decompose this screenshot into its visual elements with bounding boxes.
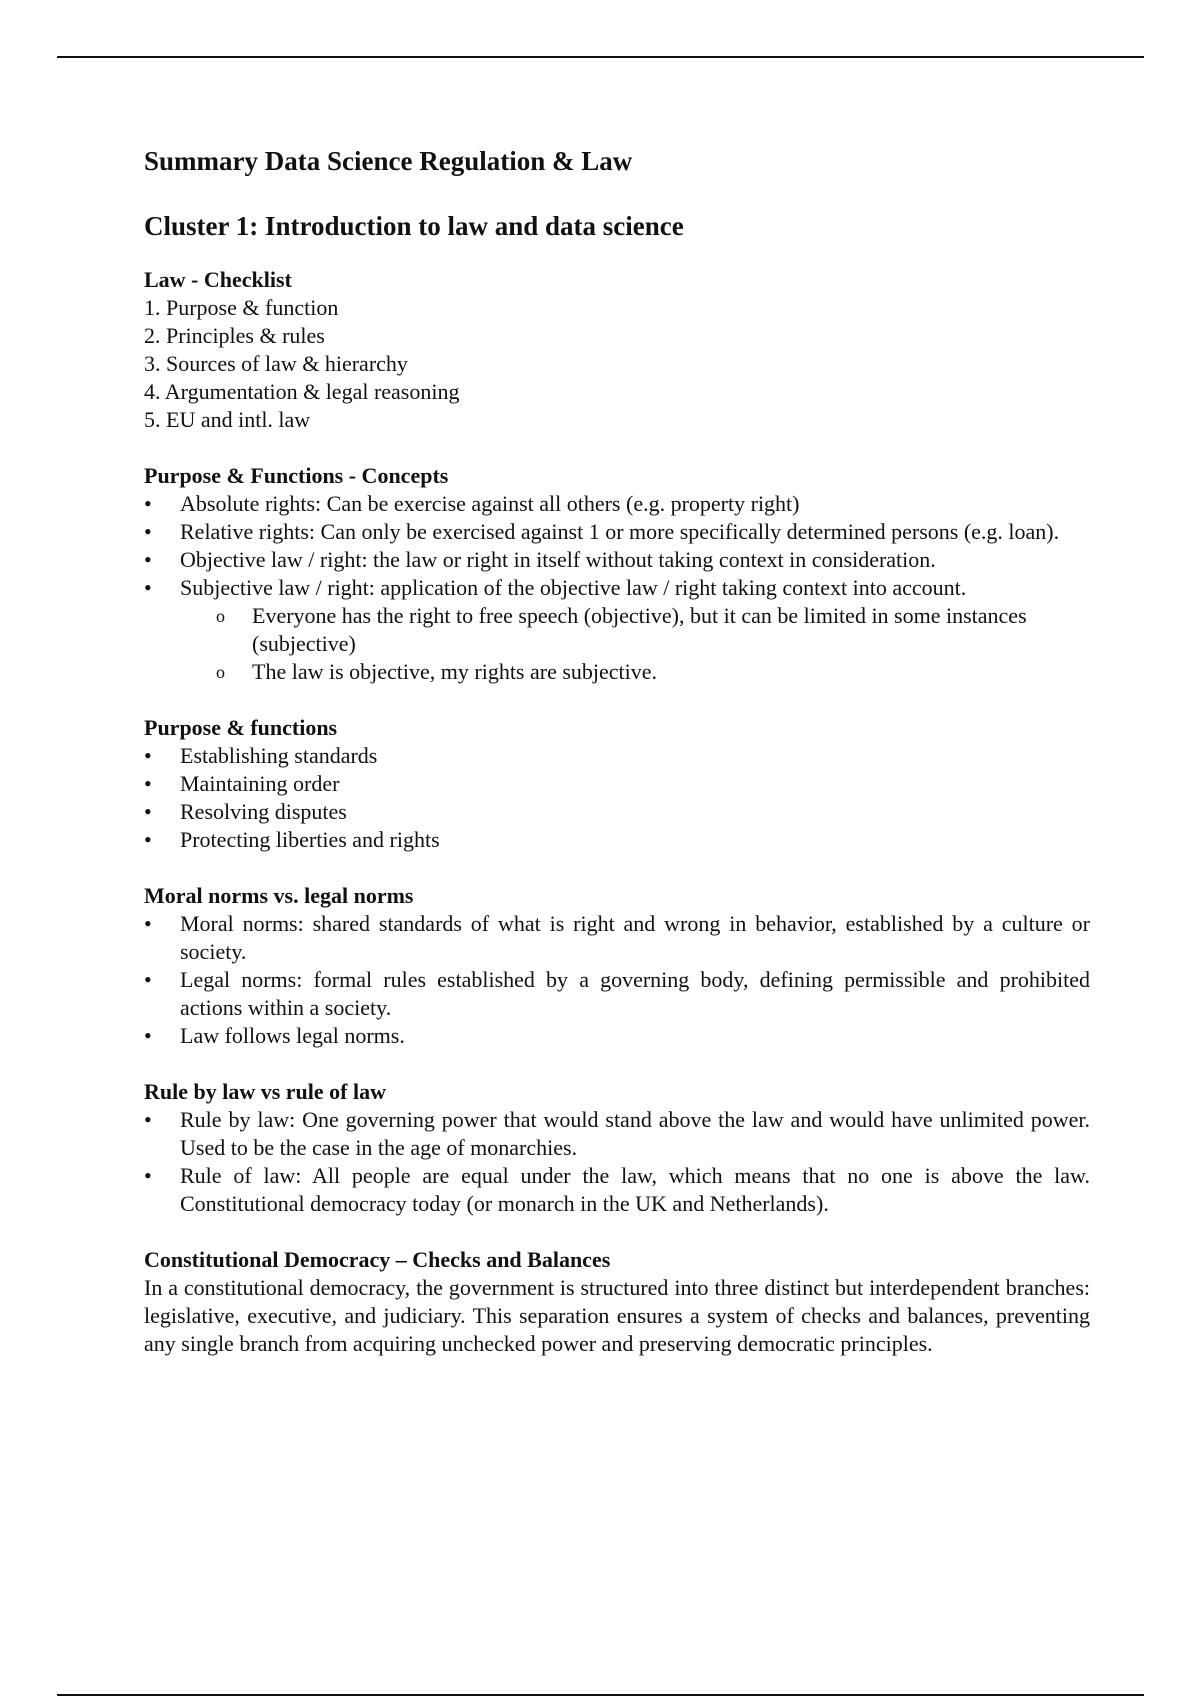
list-item: [144, 1162, 1090, 1218]
bullet-icon: •: [144, 1023, 152, 1048]
list-item: 3. Sources of law & hierarchy: [144, 351, 408, 376]
section-checklist: [144, 266, 1090, 434]
sub-list-item: [144, 602, 1090, 658]
bullet-icon: •: [144, 911, 152, 936]
cluster-title: Cluster 1: Introduction to law and data science: [144, 211, 684, 241]
list-item-text: Relative rights: Can only be exercised against 1 or more specifically determined persons (e.g. loan).: [180, 519, 1060, 544]
sub-list-item-text: Everyone has the right to free speech (objective), but it can be limited in some instances (subjective): [252, 603, 1027, 656]
document-title: Summary Data Science Regulation & Law: [144, 146, 633, 176]
list-item: [144, 490, 1090, 518]
list-item: [144, 742, 1090, 770]
list-item: 2. Principles & rules: [144, 323, 325, 348]
section-heading: Rule by law vs rule of law: [144, 1079, 386, 1104]
section-heading: Moral norms vs. legal norms: [144, 883, 414, 908]
section-norms: [144, 882, 1090, 1050]
bullet-icon: •: [144, 743, 152, 768]
section-heading: Constitutional Democracy – Checks and Balances: [144, 1247, 611, 1272]
list-item: [144, 574, 1090, 686]
sub-list-item: [144, 658, 1090, 686]
list-item: 4. Argumentation & legal reasoning: [144, 379, 460, 404]
list-item: [144, 770, 1090, 798]
list-item-text: Legal norms: formal rules established by a governing body, defining permissible and prohibited actions within a society.: [180, 967, 1090, 1020]
list-item-text: Rule by law: One governing power that would stand above the law and would have unlimited power. Used to be the case in the age of monarchies.: [180, 1107, 1090, 1160]
bullet-icon: •: [144, 491, 152, 516]
list-item: 5. EU and intl. law: [144, 407, 311, 432]
bullet-icon: •: [144, 1107, 152, 1132]
list-item: 1. Purpose & function: [144, 295, 339, 320]
section-heading: Law - Checklist: [144, 267, 292, 292]
bullet-icon: •: [144, 519, 152, 544]
list-item: [144, 826, 1090, 854]
section-heading: Purpose & Functions - Concepts: [144, 463, 449, 488]
list-item: [144, 518, 1090, 546]
functions-list: [144, 742, 1090, 854]
section-heading: Purpose & functions: [144, 715, 338, 740]
section-rule-of-law: [144, 1078, 1090, 1218]
bullet-icon: •: [144, 575, 152, 600]
header-rule: [57, 56, 1144, 58]
list-item: [144, 546, 1090, 574]
list-item: [144, 1106, 1090, 1162]
list-item-text: Protecting liberties and rights: [180, 827, 440, 852]
norms-list: [144, 910, 1090, 1050]
list-item: [144, 966, 1090, 1022]
list-item-text: Law follows legal norms.: [180, 1023, 405, 1048]
document-body: [144, 145, 1090, 1386]
list-item-text: Moral norms: shared standards of what is right and wrong in behavior, established by a culture or society.: [180, 911, 1090, 964]
bullet-icon: •: [144, 771, 152, 796]
concepts-sublist: [144, 602, 1090, 686]
list-item-text: Rule of law: All people are equal under the law, which means that no one is above the law. Constitutional democracy today (or monarch in the UK and Netherlands).: [180, 1163, 1090, 1216]
list-item: [144, 910, 1090, 966]
bullet-icon: •: [144, 827, 152, 852]
list-item-text: Absolute rights: Can be exercise against all others (e.g. property right): [180, 491, 800, 516]
list-item-text: Objective law / right: the law or right in itself without taking context in consideration.: [180, 547, 936, 572]
circle-bullet-icon: o: [216, 662, 225, 682]
section-concepts: [144, 462, 1090, 686]
rule-of-law-list: [144, 1106, 1090, 1218]
bullet-icon: •: [144, 1163, 152, 1188]
list-item: [144, 1022, 1090, 1050]
section-functions: [144, 714, 1090, 854]
list-item-text: Subjective law / right: application of the objective law / right taking context into account.: [180, 575, 967, 600]
bullet-icon: •: [144, 967, 152, 992]
bullet-icon: •: [144, 799, 152, 824]
circle-bullet-icon: o: [216, 606, 225, 626]
checklist-list: [144, 294, 1090, 434]
list-item-text: Establishing standards: [180, 743, 378, 768]
sub-list-item-text: The law is objective, my rights are subjective.: [252, 659, 658, 684]
democracy-paragraph: In a constitutional democracy, the government is structured into three distinct but interdependent branches: legislative, executive, and judiciary. This separation ensures a system of checks and balances, preventing any single branch from acquiring unchecked power and preserving democratic principles.: [144, 1275, 1090, 1356]
list-item-text: Resolving disputes: [180, 799, 347, 824]
concepts-list: [144, 490, 1090, 686]
list-item: [144, 798, 1090, 826]
section-democracy: [144, 1246, 1090, 1358]
list-item-text: Maintaining order: [180, 771, 340, 796]
bullet-icon: •: [144, 547, 152, 572]
footer-rule: [57, 1694, 1144, 1696]
